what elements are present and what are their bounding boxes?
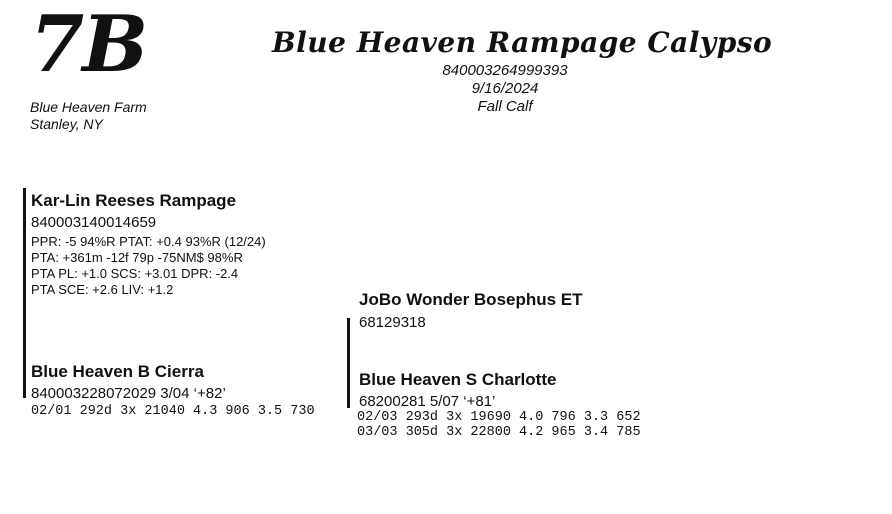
dam-sire-block — [359, 290, 583, 331]
dam-dam-name: Blue Heaven S Charlotte — [359, 370, 557, 389]
sire-block — [31, 191, 266, 298]
dam-registration: 840003228072029 3/04 ‘+82’ — [31, 385, 226, 402]
dam-dam-records — [357, 410, 641, 440]
dam-dam-block — [359, 370, 641, 440]
farm-name: Blue Heaven Farm — [30, 99, 147, 115]
animal-class: Fall Calf — [477, 98, 533, 115]
dam-name: Blue Heaven B Cierra — [31, 362, 204, 381]
sire-dam-bracket-line — [23, 188, 26, 398]
lot-number: 7B — [30, 0, 147, 90]
animal-info — [405, 62, 605, 116]
sire-proof-line: PTA SCE: +2.6 LIV: +1.2 — [31, 282, 174, 297]
animal-birth-date: 9/16/2024 — [471, 80, 539, 97]
sire-proofs — [31, 234, 266, 298]
animal-name: Blue Heaven Rampage Calypso — [272, 26, 773, 59]
dam-sire-name: JoBo Wonder Bosephus ET — [359, 290, 583, 309]
animal-registration: 840003264999393 — [442, 62, 568, 79]
dam-records — [31, 404, 315, 419]
dam-dam-record-line: 03/03 305d 3x 22800 4.2 965 3.4 785 — [357, 425, 641, 440]
sire-proof-line: PTA PL: +1.0 SCS: +3.01 DPR: -2.4 — [31, 266, 239, 281]
dam-dam-registration: 68200281 5/07 ‘+81’ — [359, 393, 496, 410]
dam-record-line: 02/01 292d 3x 21040 4.3 906 3.5 730 — [31, 404, 315, 419]
dam-dam-record-line: 02/03 293d 3x 19690 4.0 796 3.3 652 — [357, 410, 641, 425]
consignor-info — [30, 99, 147, 133]
dam-pedigree-bracket-line — [347, 318, 350, 408]
sire-registration: 840003140014659 — [31, 214, 157, 231]
dam-sire-registration: 68129318 — [359, 314, 426, 331]
farm-location: Stanley, NY — [30, 116, 103, 132]
sire-name: Kar-Lin Reeses Rampage — [31, 191, 237, 210]
sire-proof-line: PPR: -5 94%R PTAT: +0.4 93%R (12/24) — [31, 234, 266, 249]
dam-block — [31, 362, 315, 419]
sire-proof-line: PTA: +361m -12f 79p -75NM$ 98%R — [31, 250, 243, 265]
